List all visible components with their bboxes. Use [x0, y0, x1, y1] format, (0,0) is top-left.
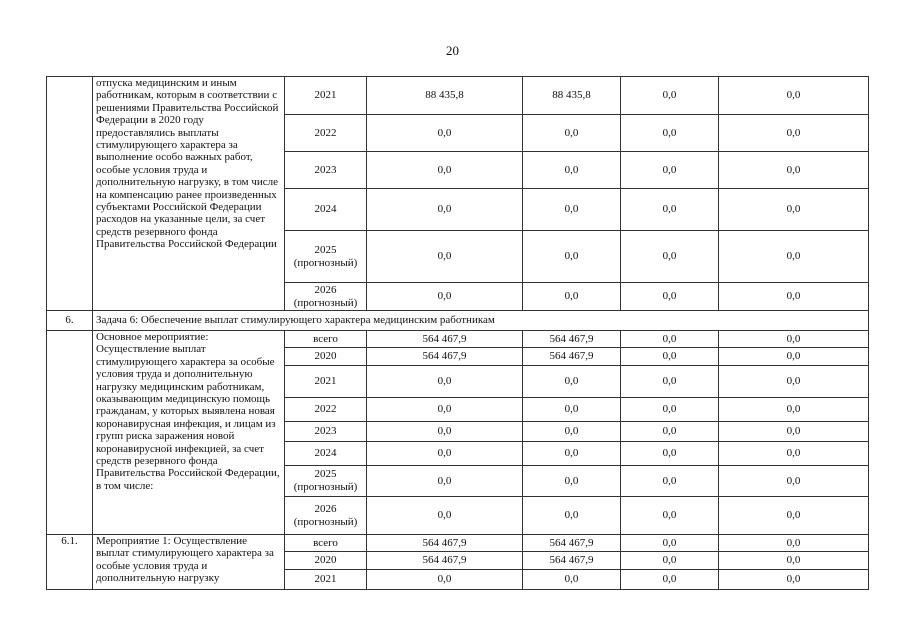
- amount-federal: 0,0: [523, 398, 621, 422]
- amount-other: 0,0: [719, 152, 869, 189]
- amount-regional: 0,0: [621, 348, 719, 366]
- amount-regional: 0,0: [621, 442, 719, 466]
- amount-other: 0,0: [719, 189, 869, 231]
- amount-federal: 564 467,9: [523, 348, 621, 366]
- amount-other: 0,0: [719, 398, 869, 422]
- amount-total: 0,0: [367, 422, 523, 442]
- amount-total: 0,0: [367, 115, 523, 152]
- page-number: 20: [446, 43, 459, 58]
- row-number-cell: [47, 331, 93, 535]
- amount-regional: 0,0: [621, 398, 719, 422]
- year-cell: 2022: [285, 115, 367, 152]
- task-number: 6.: [47, 311, 93, 331]
- amount-regional: 0,0: [621, 466, 719, 497]
- amount-regional: 0,0: [621, 535, 719, 552]
- amount-regional: 0,0: [621, 366, 719, 398]
- amount-federal: 0,0: [523, 189, 621, 231]
- amount-regional: 0,0: [621, 570, 719, 590]
- amount-other: 0,0: [719, 331, 869, 348]
- amount-total: 0,0: [367, 283, 523, 311]
- amount-federal: 564 467,9: [523, 552, 621, 570]
- amount-federal: 0,0: [523, 422, 621, 442]
- amount-federal: 0,0: [523, 497, 621, 535]
- year-cell: 2021: [285, 366, 367, 398]
- amount-federal: 564 467,9: [523, 331, 621, 348]
- amount-federal: 88 435,8: [523, 77, 621, 115]
- year-cell: 2024: [285, 189, 367, 231]
- amount-regional: 0,0: [621, 77, 719, 115]
- year-cell: всего: [285, 535, 367, 552]
- amount-regional: 0,0: [621, 552, 719, 570]
- amount-total: 0,0: [367, 366, 523, 398]
- amount-federal: 0,0: [523, 152, 621, 189]
- year-cell: 2026 (прогнозный): [285, 497, 367, 535]
- amount-federal: 0,0: [523, 231, 621, 283]
- amount-total: 0,0: [367, 231, 523, 283]
- amount-total: 564 467,9: [367, 331, 523, 348]
- amount-other: 0,0: [719, 535, 869, 552]
- amount-other: 0,0: [719, 348, 869, 366]
- year-cell: 2024: [285, 442, 367, 466]
- table-row: [47, 77, 869, 115]
- amount-total: 564 467,9: [367, 535, 523, 552]
- amount-federal: 564 467,9: [523, 535, 621, 552]
- amount-total: 0,0: [367, 497, 523, 535]
- year-cell: 2023: [285, 152, 367, 189]
- year-cell: 2025 (прогнозный): [285, 231, 367, 283]
- amount-total: 0,0: [367, 189, 523, 231]
- amount-other: 0,0: [719, 497, 869, 535]
- amount-total: 0,0: [367, 570, 523, 590]
- year-cell: 2021: [285, 77, 367, 115]
- year-cell: 2020: [285, 348, 367, 366]
- amount-federal: 0,0: [523, 115, 621, 152]
- amount-total: 564 467,9: [367, 348, 523, 366]
- amount-total: 0,0: [367, 466, 523, 497]
- amount-total: 0,0: [367, 442, 523, 466]
- year-cell: 2020: [285, 552, 367, 570]
- amount-other: 0,0: [719, 466, 869, 497]
- amount-other: 0,0: [719, 77, 869, 115]
- year-cell: 2023: [285, 422, 367, 442]
- table-row: [47, 331, 869, 348]
- year-cell: всего: [285, 331, 367, 348]
- amount-regional: 0,0: [621, 152, 719, 189]
- amount-federal: 0,0: [523, 570, 621, 590]
- year-cell: 2026 (прогнозный): [285, 283, 367, 311]
- amount-regional: 0,0: [621, 497, 719, 535]
- amount-other: 0,0: [719, 570, 869, 590]
- amount-regional: 0,0: [621, 422, 719, 442]
- amount-other: 0,0: [719, 283, 869, 311]
- amount-total: 564 467,9: [367, 552, 523, 570]
- amount-regional: 0,0: [621, 331, 719, 348]
- amount-other: 0,0: [719, 231, 869, 283]
- amount-total: 0,0: [367, 152, 523, 189]
- table-row: [47, 535, 869, 552]
- amount-other: 0,0: [719, 366, 869, 398]
- amount-federal: 0,0: [523, 466, 621, 497]
- amount-other: 0,0: [719, 115, 869, 152]
- measure-description: отпуска медицинским и иным работникам, которым в соответствии с решениями Правительства Российской Федерации в 2020 году предоставлялись выплаты стимулирующего характера за выполнение особо важных работ, особые условия труда и дополнительную нагрузку, в том числе на компенсацию ранее произведенных субъектами Российской Федерации расходов на указанные цели, за счет средств резервного фонда Правительства Российской Федерации: [93, 77, 285, 311]
- measure-1-description: Мероприятие 1: Осуществление выплат стимулирующего характера за особые условия труда и дополнительную нагрузку: [93, 535, 285, 590]
- year-cell: 2025 (прогнозный): [285, 466, 367, 497]
- amount-regional: 0,0: [621, 115, 719, 152]
- amount-other: 0,0: [719, 422, 869, 442]
- amount-regional: 0,0: [621, 189, 719, 231]
- row-number-cell: 6.1.: [47, 535, 93, 590]
- amount-other: 0,0: [719, 552, 869, 570]
- budget-table: [46, 76, 869, 590]
- year-cell: 2021: [285, 570, 367, 590]
- row-number-cell: [47, 77, 93, 311]
- task-row: [47, 311, 869, 331]
- task-title: Задача 6: Обеспечение выплат стимулирующего характера медицинским работникам: [93, 311, 869, 331]
- amount-total: 88 435,8: [367, 77, 523, 115]
- amount-regional: 0,0: [621, 231, 719, 283]
- amount-other: 0,0: [719, 442, 869, 466]
- amount-total: 0,0: [367, 398, 523, 422]
- year-cell: 2022: [285, 398, 367, 422]
- amount-federal: 0,0: [523, 283, 621, 311]
- amount-regional: 0,0: [621, 283, 719, 311]
- amount-federal: 0,0: [523, 442, 621, 466]
- main-measure-description: Основное мероприятие: Осуществление выплат стимулирующего характера за особые условия труда и дополнительную нагрузку медицинским работникам, оказывающим медицинскую помощь гражданам, у которых выявлена новая коронавирусная инфекция, и лицам из групп риска заражения новой коронавирусной инфекцией, за счет средств резервного фонда Правительства Российской Федерации, в том числе:: [93, 331, 285, 535]
- amount-federal: 0,0: [523, 366, 621, 398]
